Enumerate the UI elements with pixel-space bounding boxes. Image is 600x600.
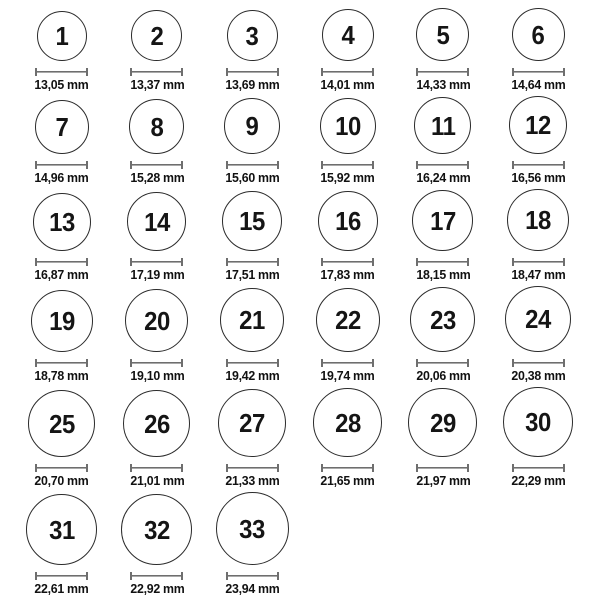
ring-size-cell (31, 290, 93, 383)
diameter-label: 13,05 mm (34, 77, 89, 92)
ring-circle (318, 191, 378, 251)
diameter-ruler-icon (416, 464, 469, 472)
ring-circle (512, 8, 565, 61)
diameter-ruler-icon (35, 68, 88, 76)
ring-size-number: 14 (144, 206, 170, 237)
ring-circle (316, 288, 380, 352)
diameter-ruler-icon (226, 464, 279, 472)
ring-size-cell (129, 10, 186, 92)
diameter-label: 22,61 mm (34, 581, 89, 596)
ring-size-number: 23 (430, 304, 456, 335)
ring-size-cell (129, 99, 186, 185)
diameter-label: 16,87 mm (34, 267, 89, 282)
ring-size-number: 27 (239, 408, 266, 438)
diameter-ruler-icon (416, 68, 469, 76)
diameter-ruler-icon (416, 258, 469, 266)
diameter-label: 17,19 mm (129, 267, 184, 282)
diameter-label: 19,42 mm (225, 368, 280, 383)
ring-circle (503, 387, 573, 457)
ring-circle (28, 390, 95, 457)
diameter-label: 15,60 mm (225, 170, 280, 185)
ring-circle (127, 192, 186, 251)
ring-size-cell (408, 388, 477, 488)
ring-circle (131, 10, 182, 61)
diameter-label: 17,83 mm (320, 267, 375, 282)
diameter-ruler-icon (226, 572, 279, 580)
ring-size-number: 22 (334, 305, 361, 335)
diameter-ruler-icon (321, 464, 374, 472)
diameter-ruler-icon (512, 258, 565, 266)
diameter-label: 22,92 mm (129, 581, 184, 596)
diameter-ruler-icon (321, 359, 374, 367)
diameter-ruler-icon (35, 161, 88, 169)
diameter-label: 21,33 mm (225, 473, 280, 488)
diameter-ruler-icon (130, 68, 183, 76)
ring-circle (410, 287, 475, 352)
ring-size-cell (412, 190, 473, 282)
diameter-ruler-icon (130, 258, 183, 266)
ring-circle (31, 290, 93, 352)
diameter-ruler-icon (321, 161, 374, 169)
ring-size-cell (222, 191, 282, 282)
diameter-label: 17,51 mm (225, 267, 280, 282)
ring-size-number: 28 (334, 407, 361, 438)
diameter-label: 16,56 mm (511, 170, 566, 185)
diameter-ruler-icon (226, 161, 279, 169)
ring-size-number: 19 (48, 306, 75, 336)
ring-size-number: 24 (525, 304, 552, 334)
diameter-label: 18,78 mm (34, 368, 89, 383)
ring-size-number: 7 (55, 112, 69, 142)
ring-circle (125, 289, 188, 352)
ring-size-number: 25 (48, 408, 75, 439)
ring-size-cell (220, 288, 284, 383)
ring-size-cell (224, 10, 281, 92)
diameter-ruler-icon (416, 161, 469, 169)
ring-size-cell (121, 494, 192, 596)
ring-size-number: 13 (48, 207, 75, 237)
diameter-label: 14,96 mm (34, 170, 89, 185)
diameter-label: 15,28 mm (129, 170, 184, 185)
diameter-label: 20,70 mm (34, 473, 89, 488)
ring-size-cell (507, 189, 569, 282)
ring-circle (509, 96, 567, 154)
ring-size-number: 4 (341, 20, 355, 50)
diameter-ruler-icon (321, 258, 374, 266)
diameter-ruler-icon (512, 161, 565, 169)
diameter-label: 21,97 mm (415, 473, 470, 488)
diameter-label: 22,29 mm (511, 473, 566, 488)
ring-size-cell (33, 193, 91, 282)
diameter-ruler-icon (226, 68, 279, 76)
ring-circle (408, 388, 477, 457)
ring-circle (222, 191, 282, 251)
diameter-ruler-icon (130, 464, 183, 472)
ring-circle (505, 286, 571, 352)
ring-size-number: 1 (55, 21, 69, 51)
ring-size-cell (313, 388, 382, 488)
diameter-label: 14,64 mm (511, 77, 566, 92)
ring-size-cell (28, 390, 95, 488)
diameter-ruler-icon (130, 161, 183, 169)
diameter-ruler-icon (35, 572, 88, 580)
ring-circle (227, 10, 278, 61)
ring-size-number: 32 (144, 514, 170, 545)
ring-size-cell (33, 100, 90, 185)
diameter-label: 20,38 mm (511, 368, 566, 383)
diameter-ruler-icon (512, 68, 565, 76)
ring-circle (33, 193, 91, 251)
diameter-ruler-icon (226, 359, 279, 367)
diameter-ruler-icon (512, 359, 565, 367)
ring-size-cell (125, 289, 188, 383)
ring-size-cell (503, 387, 573, 488)
ring-circle (414, 97, 471, 154)
ring-size-number: 18 (525, 205, 552, 235)
ring-circle (123, 390, 190, 457)
diameter-label: 19,10 mm (129, 368, 184, 383)
ring-size-number: 17 (430, 205, 456, 236)
ring-size-cell (510, 8, 567, 92)
ring-size-cell (410, 287, 475, 383)
diameter-label: 23,94 mm (225, 581, 280, 596)
ring-size-number: 8 (150, 111, 164, 142)
diameter-label: 14,01 mm (320, 77, 375, 92)
ring-size-cell (33, 11, 90, 92)
ring-circle (416, 8, 469, 61)
diameter-label: 16,24 mm (415, 170, 470, 185)
ring-size-number: 20 (144, 305, 170, 336)
diameter-ruler-icon (35, 359, 88, 367)
ring-circle (218, 389, 286, 457)
diameter-ruler-icon (512, 464, 565, 472)
diameter-label: 18,15 mm (415, 267, 470, 282)
ring-circle (320, 98, 376, 154)
ring-size-cell (123, 390, 190, 488)
ring-circle (121, 494, 192, 565)
ring-size-cell (224, 98, 281, 185)
ring-size-number: 11 (430, 110, 456, 141)
ring-size-number: 12 (525, 110, 552, 140)
diameter-label: 15,92 mm (320, 170, 375, 185)
ring-size-cell (319, 9, 376, 92)
ring-size-cell (316, 288, 380, 383)
ring-size-number: 31 (48, 514, 75, 545)
ring-size-cell (414, 97, 471, 185)
ring-circle (129, 99, 184, 154)
ring-circle (35, 100, 89, 154)
ring-size-number: 3 (245, 20, 259, 51)
diameter-label: 14,33 mm (415, 77, 470, 92)
ring-size-number: 33 (239, 513, 266, 544)
diameter-label: 21,65 mm (320, 473, 375, 488)
diameter-ruler-icon (35, 464, 88, 472)
ring-size-cell (505, 286, 571, 383)
diameter-ruler-icon (35, 258, 88, 266)
ring-size-cell (319, 98, 376, 185)
ring-circle (322, 9, 374, 61)
ring-size-cell (216, 492, 289, 596)
ring-size-number: 9 (245, 111, 259, 141)
ring-circle (224, 98, 280, 154)
ring-size-number: 15 (239, 206, 266, 236)
ring-circle (216, 492, 289, 565)
ring-circle (412, 190, 473, 251)
ring-size-number: 21 (239, 305, 266, 335)
ring-size-cell (127, 192, 186, 282)
diameter-ruler-icon (226, 258, 279, 266)
ring-circle (26, 494, 97, 565)
ring-size-number: 16 (334, 206, 361, 236)
ring-size-number: 30 (525, 407, 552, 437)
ring-size-number: 29 (430, 407, 456, 438)
diameter-ruler-icon (130, 359, 183, 367)
ring-size-number: 10 (334, 111, 361, 141)
ring-size-cell (318, 191, 378, 282)
ring-size-number: 2 (150, 20, 164, 51)
diameter-label: 20,06 mm (415, 368, 470, 383)
ring-size-number: 6 (531, 19, 545, 50)
ring-size-cell (26, 494, 97, 596)
ring-size-number: 26 (144, 408, 170, 439)
ring-size-number: 5 (436, 19, 450, 50)
diameter-ruler-icon (130, 572, 183, 580)
ring-circle (37, 11, 87, 61)
ring-circle (313, 388, 382, 457)
diameter-ruler-icon (416, 359, 469, 367)
ring-size-cell (509, 96, 567, 185)
diameter-label: 13,37 mm (129, 77, 184, 92)
diameter-label: 19,74 mm (320, 368, 375, 383)
diameter-label: 21,01 mm (129, 473, 184, 488)
ring-size-cell (218, 389, 286, 488)
diameter-label: 18,47 mm (511, 267, 566, 282)
ring-size-cell (415, 8, 472, 92)
ring-circle (507, 189, 569, 251)
ring-circle (220, 288, 284, 352)
diameter-label: 13,69 mm (225, 77, 280, 92)
diameter-ruler-icon (321, 68, 374, 76)
